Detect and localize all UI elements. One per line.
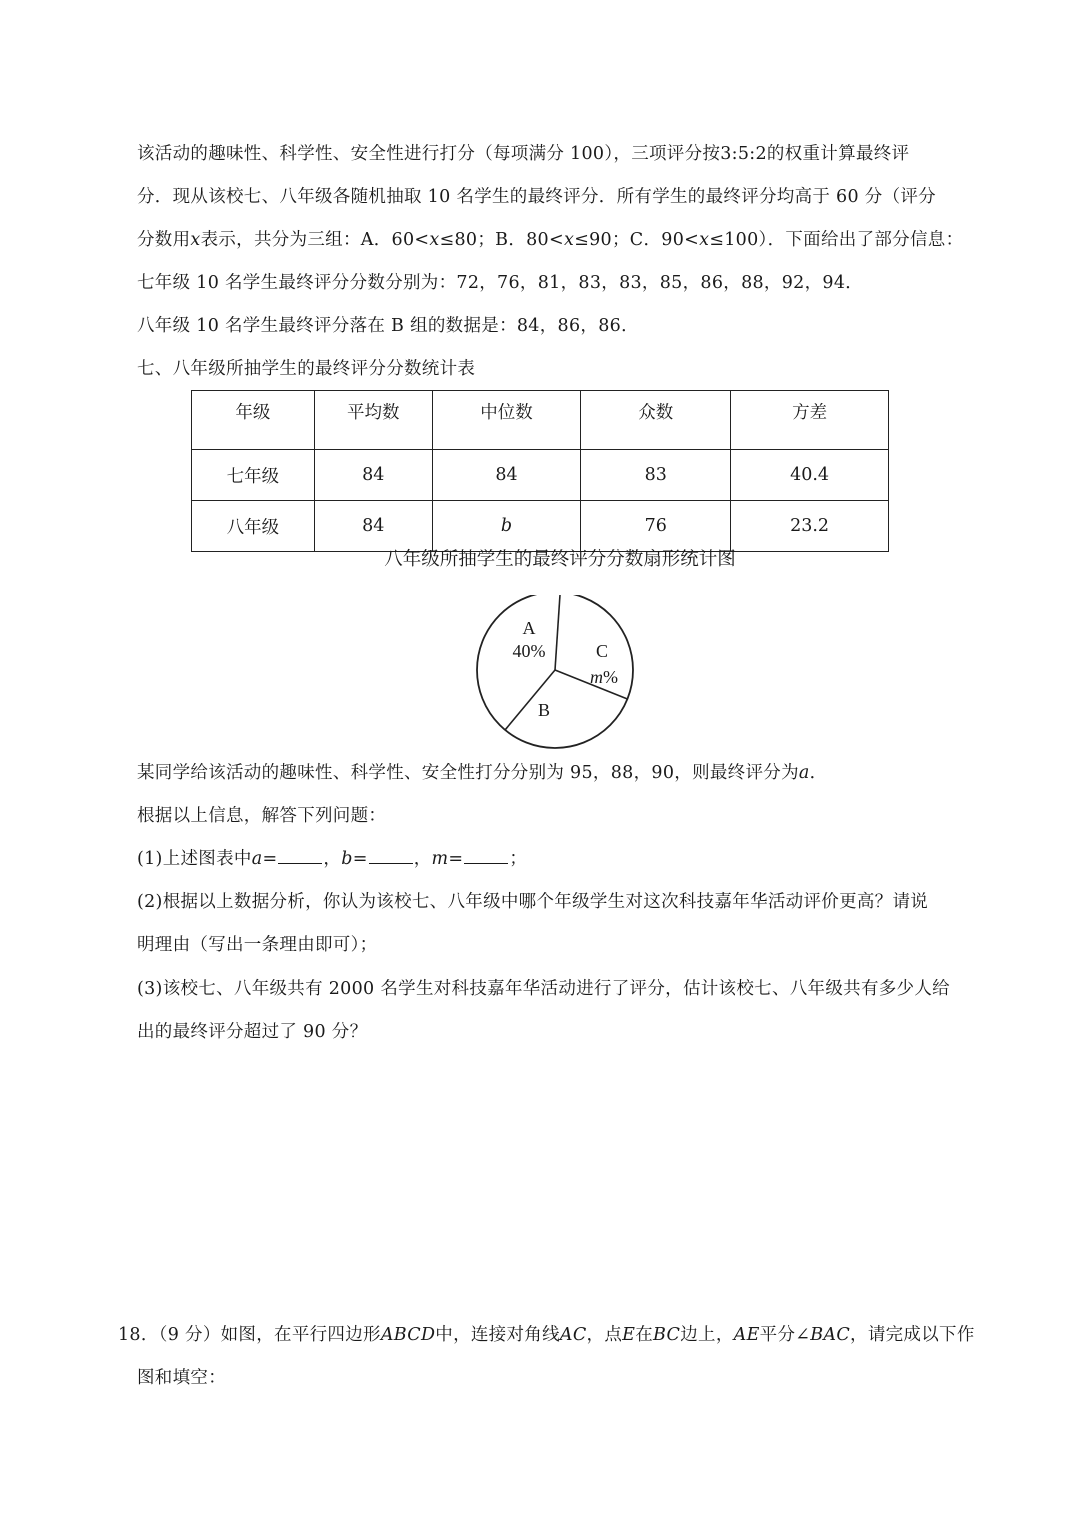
text-fragment: ． <box>809 763 828 783</box>
intro-line-3 <box>137 228 963 252</box>
table-cell: 七年级 <box>192 450 315 501</box>
table-cell: 84 <box>314 450 432 501</box>
final-score-statement <box>137 761 827 785</box>
text-fragment: ，点 <box>586 1325 623 1345</box>
problem-number: 18． <box>118 1325 159 1345</box>
problem-18-line-1 <box>118 1323 975 1347</box>
problem-18-line-2: 图和填空： <box>137 1368 226 1388</box>
table-cell: 83 <box>581 450 731 501</box>
table-cell: 23.2 <box>731 501 889 552</box>
table-row <box>192 450 889 501</box>
variable-x: x <box>699 230 710 250</box>
pie-chart <box>470 595 640 755</box>
table-cell: 84 <box>314 501 432 552</box>
table-cell: 84 <box>432 450 581 501</box>
math-BC: BC <box>653 1325 681 1345</box>
variable-b: b <box>341 849 353 869</box>
intro-line-2: 分．现从该校七、八年级各随机抽取 10 名学生的最终评分．所有学生的最终评分均高于 60 分（评分 <box>137 187 936 207</box>
intro-line-1: 该活动的趣味性、科学性、安全性进行打分（每项满分 100），三项评分按3:5:2的权重计算最终评 <box>137 144 910 164</box>
slice-C-percent <box>590 667 618 687</box>
percent-sign: % <box>603 667 618 687</box>
text-fragment: ≤100）．下面给出了部分信息： <box>709 230 964 250</box>
slice-B-label: B <box>537 700 551 720</box>
table-row <box>192 501 889 552</box>
header-cell: 众数 <box>581 391 731 450</box>
slice-A-percent: 40% <box>512 641 546 661</box>
variable-x: x <box>563 230 575 250</box>
question-2-line-1: (2)根据以上数据分析，你认为该校七、八年级中哪个年级学生对这次科技嘉年华活动评价更高？请说 <box>137 892 929 912</box>
grade8-groupB-data: 八年级 10 名学生最终评分落在 B 组的数据是：84，86，86． <box>137 316 639 336</box>
text-fragment: （9 分）如图，在平行四边形 <box>158 1325 381 1345</box>
header-cell: 方差 <box>731 391 889 450</box>
math-AE: AE <box>733 1325 760 1345</box>
text-fragment: ≤80；B．80< <box>439 230 564 250</box>
pie-boundary-C-A-line <box>555 595 560 670</box>
question-3-line-1: (3)该校七、八年级共有 2000 名学生对科技嘉年华活动进行了评分，估计该校七、八年级共有多少人给 <box>137 979 950 999</box>
table-cell: 40.4 <box>731 450 889 501</box>
text-fragment: 边上， <box>680 1325 734 1345</box>
table-caption: 七、八年级所抽学生的最终评分分数统计表 <box>137 359 476 379</box>
header-cell: 中位数 <box>432 391 581 450</box>
math-ABCD: ABCD <box>380 1325 436 1345</box>
question-1 <box>137 847 527 871</box>
text-fragment: ≤90；C．90< <box>574 230 700 250</box>
math-E: E <box>622 1325 636 1345</box>
text-fragment: ， <box>413 849 432 869</box>
instructions: 根据以上信息，解答下列问题： <box>137 806 387 826</box>
grade7-scores: 七年级 10 名学生最终评分分数分别为：72，76，81，83，83，85，86，88，92，94． <box>137 273 864 293</box>
header-cell: 年级 <box>192 391 315 450</box>
math-BAC: BAC <box>810 1325 851 1345</box>
text-fragment: 表示，共分为三组：A．60< <box>200 230 430 250</box>
variable-m: m <box>590 667 603 687</box>
variable-m: m <box>431 849 449 869</box>
slice-C-label: C <box>595 641 609 661</box>
text-fragment: (1)上述图表中 <box>137 849 252 869</box>
statistics-table <box>191 390 889 552</box>
text-fragment: ； <box>509 849 528 869</box>
text-fragment: 分数用 <box>137 230 191 250</box>
variable-a: a <box>798 763 810 783</box>
question-2-line-2: 明理由（写出一条理由即可）； <box>137 935 378 955</box>
answer-blank-m[interactable] <box>464 847 508 864</box>
text-fragment: 中，连接对角线 <box>435 1325 560 1345</box>
variable-x: x <box>429 230 440 250</box>
question-3-line-2: 出的最终评分超过了 90 分？ <box>137 1022 368 1042</box>
text-fragment: 平分∠ <box>759 1325 811 1345</box>
variable-x: x <box>190 230 201 250</box>
text-fragment: ， <box>323 849 342 869</box>
table-header-row <box>192 391 889 450</box>
slice-A-label: A <box>522 618 536 638</box>
answer-blank-a[interactable] <box>278 847 322 864</box>
answer-blank-b[interactable] <box>369 847 413 864</box>
text-fragment: = <box>262 849 278 869</box>
text-fragment: = <box>448 849 464 869</box>
table-cell: 76 <box>581 501 731 552</box>
text-fragment: = <box>352 849 368 869</box>
text-fragment: 在 <box>635 1325 654 1345</box>
text-fragment: 某同学给该活动的趣味性、科学性、安全性打分分别为 95，88，90，则最终评分为 <box>137 763 799 783</box>
text-fragment: ，请完成以下作 <box>850 1325 975 1345</box>
table-cell: b <box>432 501 581 552</box>
pie-chart-title: 八年级所抽学生的最终评分分数扇形统计图 <box>384 549 736 570</box>
table-cell: 八年级 <box>192 501 315 552</box>
header-cell: 平均数 <box>314 391 432 450</box>
variable-a: a <box>251 849 263 869</box>
math-AC: AC <box>559 1325 587 1345</box>
